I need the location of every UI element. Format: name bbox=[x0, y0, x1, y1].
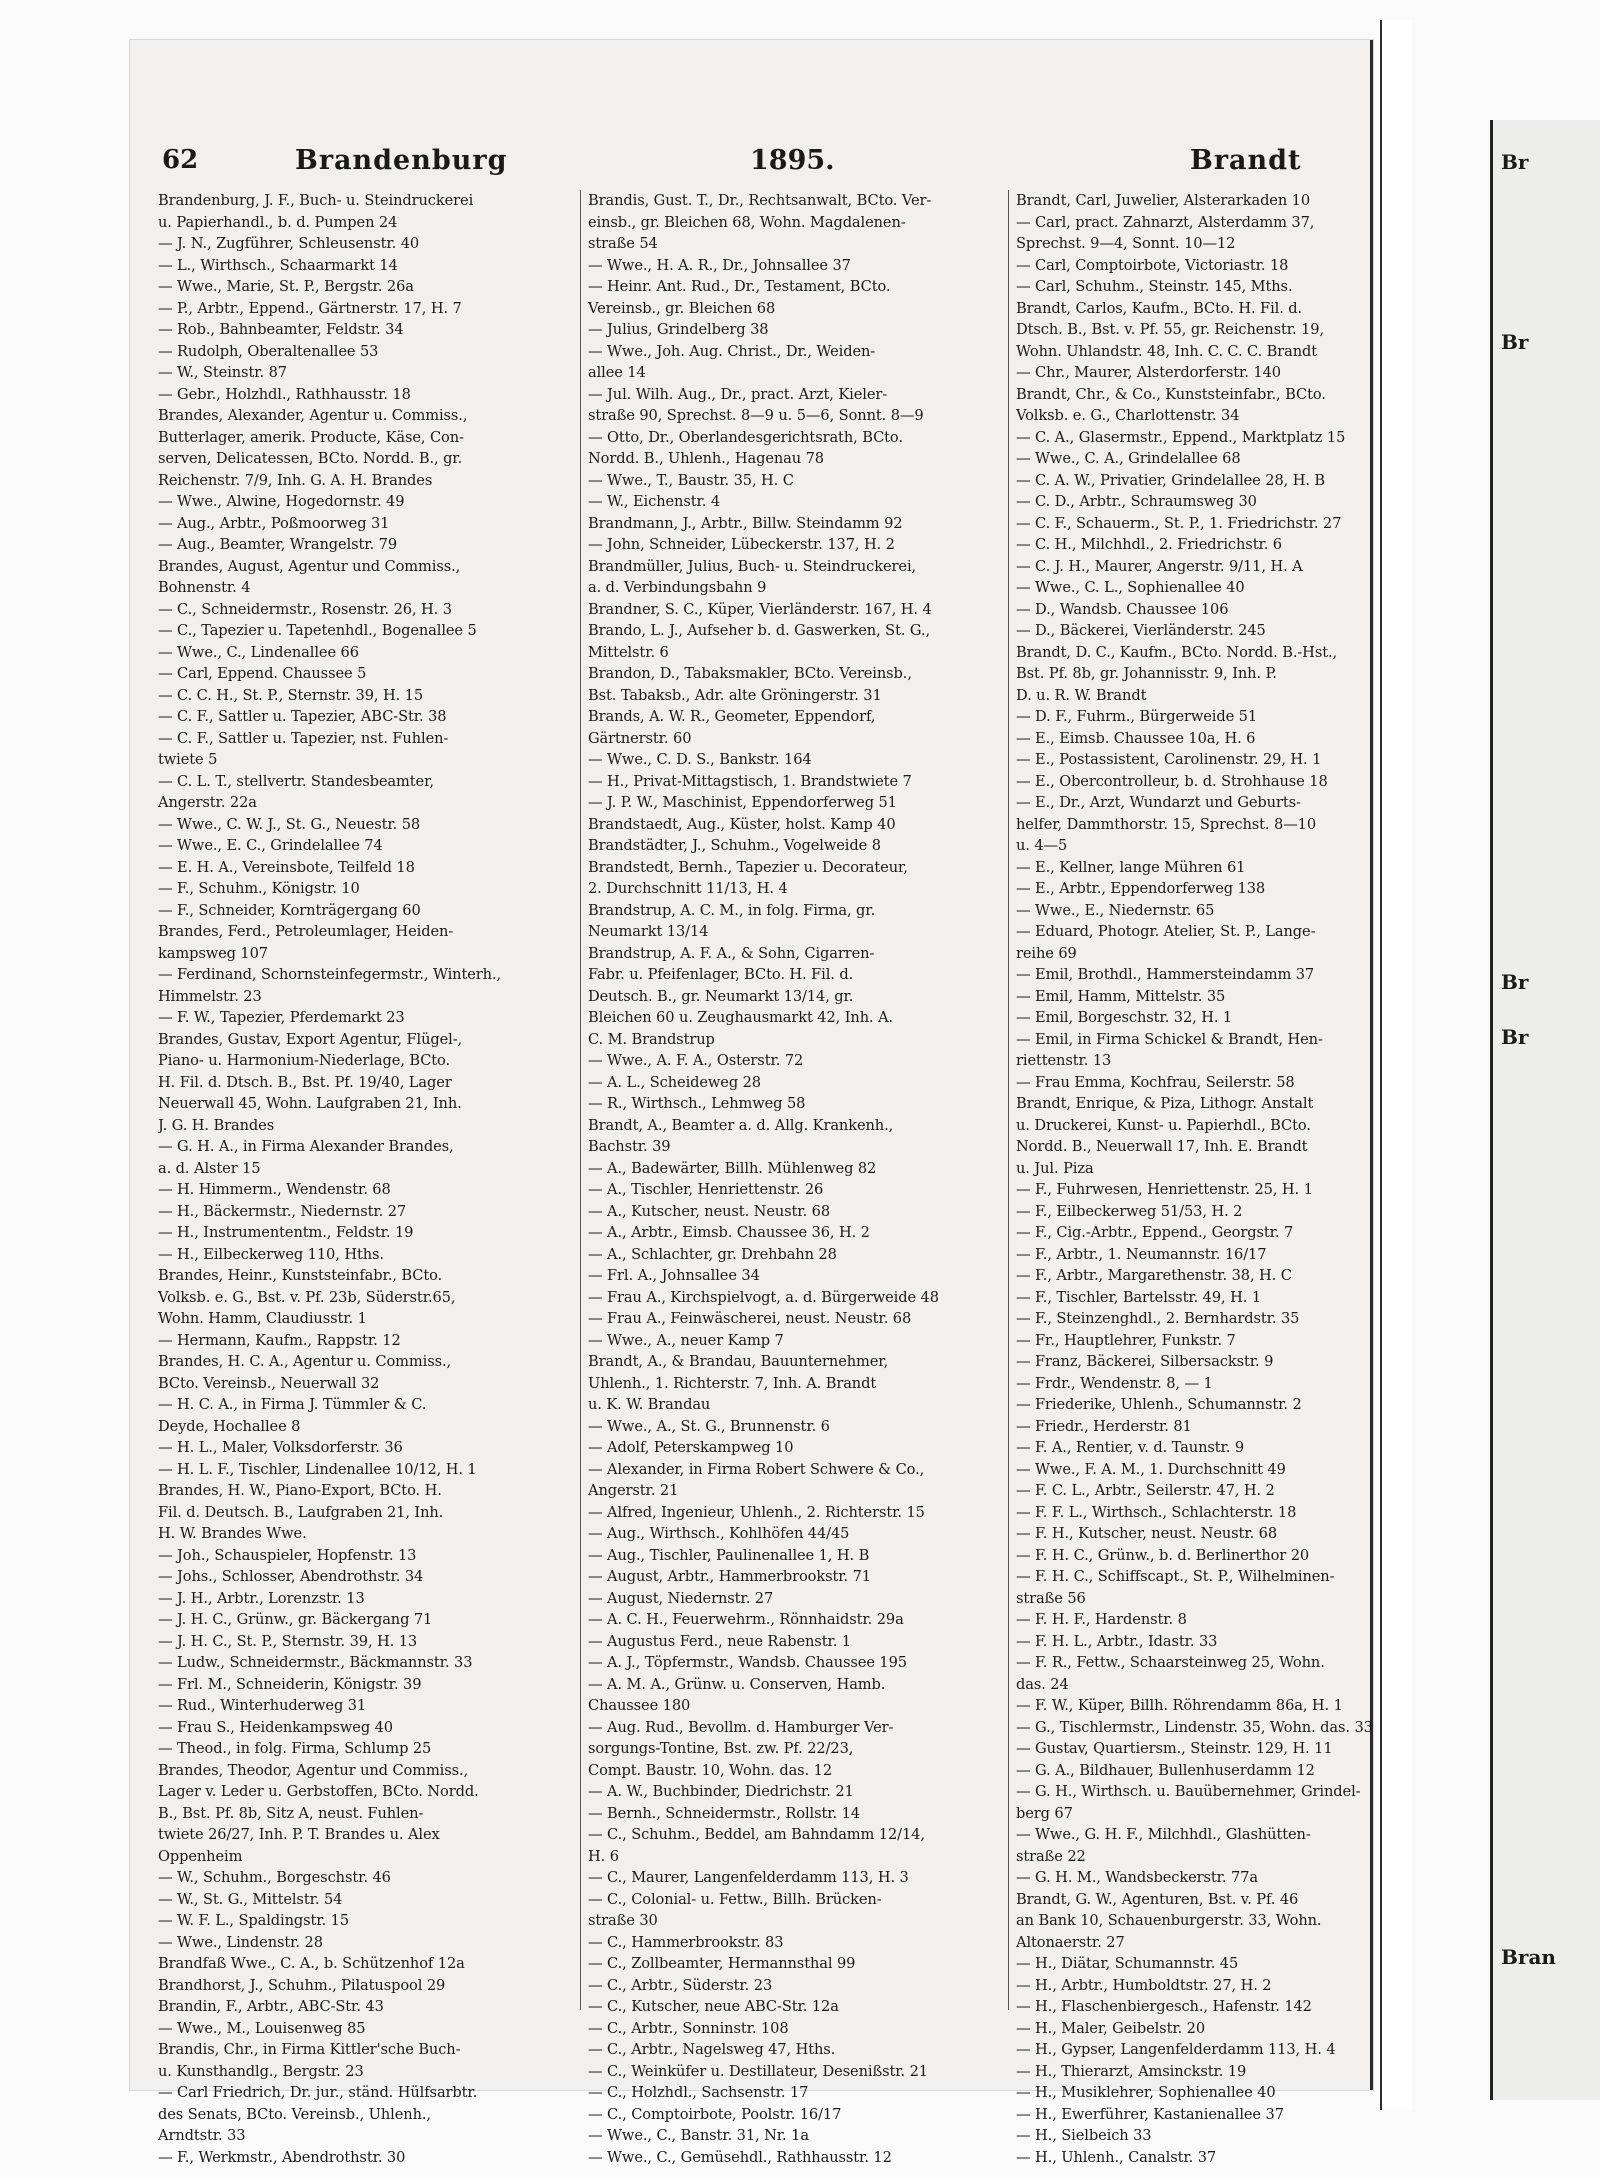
directory-entry-line: Brandhorst, J., Schuhm., Pilatuspool 29 bbox=[158, 1976, 446, 1994]
directory-entry-line: — Wwe., M., Louisenweg 85 bbox=[158, 2019, 366, 2037]
page-number: 62 bbox=[162, 145, 199, 175]
directory-entry-line: — C., Weinküfer u. Destillateur, Desenißstr. 21 bbox=[588, 2062, 928, 2080]
directory-entry-line: berg 67 bbox=[1016, 1804, 1073, 1822]
directory-entry-line: Brandes, Gustav, Export Agentur, Flügel-, bbox=[158, 1030, 463, 1048]
directory-entry-line: — Gebr., Holzhdl., Rathhausstr. 18 bbox=[158, 385, 411, 403]
directory-entry-line: u. K. W. Brandau bbox=[588, 1396, 711, 1413]
directory-entry-line: — E., Postassistent, Carolinenstr. 29, H. 1 bbox=[1016, 751, 1322, 768]
directory-entry-line: — Frau Emma, Kochfrau, Seilerstr. 58 bbox=[1016, 1073, 1295, 1091]
directory-entry-line: Reichenstr. 7/9, Inh. G. A. H. Brandes bbox=[158, 471, 433, 489]
directory-entry-line: — Carl Friedrich, Dr. jur., ständ. Hülfsarbtr. bbox=[158, 2084, 478, 2101]
directory-entry-line: — A. L., Scheideweg 28 bbox=[588, 1073, 761, 1091]
directory-entry-line: — Frau A., Kirchspielvogt, a. d. Bürgerweide 48 bbox=[588, 1288, 939, 1306]
directory-entry-line: — Johs., Schlosser, Abendrothstr. 34 bbox=[158, 1568, 424, 1585]
directory-entry-line: — Aug. Rud., Bevollm. d. Hamburger Ver- bbox=[588, 1718, 894, 1736]
directory-entry-line: u. Jul. Piza bbox=[1016, 1159, 1094, 1177]
directory-entry-line: straße 22 bbox=[1016, 1847, 1086, 1865]
directory-entry-line: Brands, A. W. R., Geometer, Eppendorf, bbox=[588, 708, 876, 725]
directory-entry-line: — D., Wandsb. Chaussee 106 bbox=[1016, 600, 1229, 618]
directory-entry-line: — F. H. C., Grünw., b. d. Berlinerthor 20 bbox=[1016, 1546, 1310, 1564]
directory-entry-line: — Bernh., Schneidermstr., Rollstr. 14 bbox=[588, 1804, 860, 1822]
directory-entry-line: — Wwe., E., Niedernstr. 65 bbox=[1016, 901, 1215, 919]
directory-entry-line: a. d. Verbindungsbahn 9 bbox=[588, 579, 767, 596]
directory-entry-line: — C., Schneidermstr., Rosenstr. 26, H. 3 bbox=[158, 600, 452, 618]
directory-entry-line: — C., Kutscher, neue ABC-Str. 12a bbox=[588, 1998, 839, 2015]
directory-entry-line: 2. Durchschnitt 11/13, H. 4 bbox=[588, 880, 788, 897]
directory-entry-line: — H., Maler, Geibelstr. 20 bbox=[1016, 2019, 1206, 2037]
directory-entry-line: — J. H., Arbtr., Lorenzstr. 13 bbox=[158, 1589, 365, 1607]
directory-entry-line: Brandmann, J., Arbtr., Billw. Steindamm 92 bbox=[588, 514, 903, 532]
directory-entry-line: — H. Himmerm., Wendenstr. 68 bbox=[158, 1181, 391, 1198]
directory-entry-line: a. d. Alster 15 bbox=[158, 1159, 261, 1177]
directory-entry-line: — Emil, Brothdl., Hammersteindamm 37 bbox=[1016, 966, 1315, 983]
directory-entry-line: — H., Flaschenbiergesch., Hafenstr. 142 bbox=[1016, 1998, 1312, 2015]
directory-entry-line: — Rud., Winterhuderweg 31 bbox=[158, 1697, 367, 1714]
directory-entry-line: — Wwe., A., St. G., Brunnenstr. 6 bbox=[588, 1417, 830, 1435]
directory-entry-line: Neuerwall 45, Wohn. Laufgraben 21, Inh. bbox=[158, 1095, 462, 1112]
directory-entry-line: Compt. Baustr. 10, Wohn. das. 12 bbox=[588, 1761, 833, 1779]
directory-entry-line: — H. L. F., Tischler, Lindenallee 10/12, H. 1 bbox=[158, 1460, 477, 1478]
directory-entry-line: Bst. Pf. 8b, gr. Johannisstr. 9, Inh. P. bbox=[1016, 665, 1277, 682]
directory-entry-line: — Emil, Borgeschstr. 32, H. 1 bbox=[1016, 1009, 1233, 1026]
directory-entry-line: — Wwe., C. L., Sophienallee 40 bbox=[1016, 579, 1245, 596]
directory-entry-line: — C., Colonial- u. Fettw., Billh. Brücken- bbox=[588, 1890, 882, 1908]
directory-entry-line: einsb., gr. Bleichen 68, Wohn. Magdalenen- bbox=[588, 213, 906, 231]
directory-column-2 bbox=[588, 190, 993, 2168]
directory-entry-line: Volksb. e. G., Charlottenstr. 34 bbox=[1016, 407, 1240, 424]
directory-entry-line: — Hermann, Kaufm., Rappstr. 12 bbox=[158, 1331, 401, 1349]
directory-entry-line: Sprechst. 9—4, Sonnt. 10—12 bbox=[1016, 235, 1236, 252]
directory-entry-line: — E., Obercontrolleur, b. d. Strohhause 18 bbox=[1016, 772, 1328, 790]
directory-entry-line: H. W. Brandes Wwe. bbox=[158, 1525, 307, 1542]
directory-entry-line: — F. H. C., Schiffscapt., St. P., Wilhelminen- bbox=[1016, 1568, 1335, 1585]
directory-entry-line: — Rob., Bahnbeamter, Feldstr. 34 bbox=[158, 321, 404, 338]
directory-entry-line: — Aug., Arbtr., Poßmoorweg 31 bbox=[158, 514, 390, 532]
directory-entry-line: kampsweg 107 bbox=[158, 944, 268, 962]
directory-entry-line: — C., Comptoirbote, Poolstr. 16/17 bbox=[588, 2105, 842, 2123]
directory-column-1 bbox=[158, 190, 563, 2168]
directory-entry-line: — Ludw., Schneidermstr., Bäckmannstr. 33 bbox=[158, 1654, 473, 1671]
directory-entry-line: Brandis, Gust. T., Dr., Rechtsanwalt, BCto. Ver- bbox=[588, 192, 932, 209]
directory-entry-line: — F. W., Tapezier, Pferdemarkt 23 bbox=[158, 1009, 405, 1026]
directory-entry-line: — C. J. H., Maurer, Angerstr. 9/11, H. A bbox=[1016, 557, 1303, 575]
directory-entry-line: — August, Arbtr., Hammerbrookstr. 71 bbox=[588, 1568, 871, 1585]
directory-entry-line: Deyde, Hochallee 8 bbox=[158, 1417, 301, 1435]
directory-entry-line: — Adolf, Peterskampweg 10 bbox=[588, 1439, 794, 1456]
directory-entry-line: Brandfaß Wwe., C. A., b. Schützenhof 12a bbox=[158, 1955, 465, 1972]
directory-entry-line: — Wwe., A., neuer Kamp 7 bbox=[588, 1331, 784, 1349]
directory-entry-line: Piano- u. Harmonium-Niederlage, BCto. bbox=[158, 1052, 451, 1069]
directory-entry-line: — H., Uhlenh., Canalstr. 37 bbox=[1016, 2148, 1217, 2166]
page-header bbox=[150, 145, 1360, 185]
directory-entry-line: — Jul. Wilh. Aug., Dr., pract. Arzt, Kieler- bbox=[588, 385, 888, 403]
directory-entry-line: Brandner, S. C., Küper, Vierländerstr. 167, H. 4 bbox=[588, 600, 932, 618]
directory-entry-line: — E., Kellner, lange Mühren 61 bbox=[1016, 858, 1246, 876]
directory-entry-line: — E., Eimsb. Chaussee 10a, H. 6 bbox=[1016, 729, 1256, 747]
directory-entry-line: helfer, Dammthorstr. 15, Sprechst. 8—10 bbox=[1016, 815, 1317, 833]
directory-entry-line: — Wwe., Alwine, Hogedornstr. 49 bbox=[158, 493, 405, 510]
directory-entry-line: das. 24 bbox=[1016, 1675, 1069, 1693]
directory-entry-line: — F., Fuhrwesen, Henriettenstr. 25, H. 1 bbox=[1016, 1181, 1313, 1198]
directory-entry-line: Brandes, Alexander, Agentur u. Commiss., bbox=[158, 407, 468, 424]
directory-entry-line: — J. H. C., Grünw., gr. Bäckergang 71 bbox=[158, 1611, 433, 1628]
directory-entry-line: — Frl. M., Schneiderin, Königstr. 39 bbox=[158, 1675, 422, 1693]
directory-entry-line: — F. R., Fettw., Schaarsteinweg 25, Wohn. bbox=[1016, 1654, 1325, 1671]
directory-entry-line: — F., Schneider, Kornträgergang 60 bbox=[158, 901, 421, 919]
directory-entry-line: — G. H. A., in Firma Alexander Brandes, bbox=[158, 1138, 454, 1155]
directory-entry-line: — Wwe., G. H. F., Milchhdl., Glashütten- bbox=[1016, 1826, 1311, 1843]
directory-entry-line: — F., Arbtr., 1. Neumannstr. 16/17 bbox=[1016, 1245, 1267, 1263]
column-divider bbox=[1008, 190, 1009, 2010]
directory-entry-line: — Julius, Grindelberg 38 bbox=[588, 321, 769, 338]
directory-entry-line: — H., Diätar, Schumannstr. 45 bbox=[1016, 1955, 1239, 1972]
running-head-right: Brandt bbox=[1190, 145, 1302, 176]
directory-entry-line: — F., Eilbeckerweg 51/53, H. 2 bbox=[1016, 1202, 1243, 1220]
directory-entry-line: Altonaerstr. 27 bbox=[1016, 1933, 1125, 1951]
next-page-fragment: Br bbox=[1501, 150, 1529, 174]
directory-entry-line: straße 54 bbox=[588, 235, 658, 252]
directory-entry-line: Brandin, F., Arbtr., ABC-Str. 43 bbox=[158, 1998, 384, 2015]
directory-entry-line: — A. M. A., Grünw. u. Conserven, Hamb. bbox=[588, 1675, 886, 1693]
directory-entry-line: — F. W., Küper, Billh. Röhrendamm 86a, H. 1 bbox=[1016, 1697, 1343, 1714]
next-page-fragment: Br bbox=[1501, 970, 1529, 994]
directory-entry-line: — H., Instrumententm., Feldstr. 19 bbox=[158, 1224, 414, 1241]
next-page-fragment: Br bbox=[1501, 330, 1529, 354]
directory-entry-line: — A., Arbtr., Eimsb. Chaussee 36, H. 2 bbox=[588, 1224, 870, 1241]
directory-entry-line: — Friederike, Uhlenh., Schumannstr. 2 bbox=[1016, 1396, 1302, 1413]
directory-entry-line: Brandon, D., Tabaksmakler, BCto. Vereinsb., bbox=[588, 665, 912, 682]
directory-entry-line: — Wwe., C., Gemüsehdl., Rathhausstr. 12 bbox=[588, 2148, 892, 2166]
running-head-left: Brandenburg bbox=[295, 145, 508, 176]
directory-entry-line: — F. F. L., Wirthsch., Schlachterstr. 18 bbox=[1016, 1503, 1297, 1521]
directory-entry-line: — Aug., Wirthsch., Kohlhöfen 44/45 bbox=[588, 1525, 850, 1542]
directory-entry-line: — H., Ewerführer, Kastanienallee 37 bbox=[1016, 2105, 1284, 2123]
directory-entry-line: — F., Cig.-Arbtr., Eppend., Georgstr. 7 bbox=[1016, 1224, 1294, 1241]
directory-entry-line: — Carl, Comptoirbote, Victoriastr. 18 bbox=[1016, 256, 1289, 274]
directory-entry-line: u. Papierhandl., b. d. Pumpen 24 bbox=[158, 213, 398, 231]
directory-entry-line: — Friedr., Herderstr. 81 bbox=[1016, 1417, 1192, 1435]
directory-entry-line: — A. W., Buchbinder, Diedrichstr. 21 bbox=[588, 1783, 854, 1800]
directory-entry-line: Brandt, Carl, Juwelier, Alsterarkaden 10 bbox=[1016, 192, 1311, 209]
directory-entry-line: Brandes, Theodor, Agentur und Commiss., bbox=[158, 1761, 469, 1779]
directory-entry-line: Mittelstr. 6 bbox=[588, 643, 669, 661]
directory-entry-line: — R., Wirthsch., Lehmweg 58 bbox=[588, 1095, 806, 1112]
directory-entry-line: — Alfred, Ingenieur, Uhlenh., 2. Richterstr. 15 bbox=[588, 1503, 925, 1521]
directory-entry-line: — Joh., Schauspieler, Hopfenstr. 13 bbox=[158, 1546, 417, 1564]
directory-column-3 bbox=[1016, 190, 1411, 2168]
directory-entry-line: — Fr., Hauptlehrer, Funkstr. 7 bbox=[1016, 1331, 1236, 1349]
directory-entry-line: — G., Tischlermstr., Lindenstr. 35, Wohn. das. 33 bbox=[1016, 1718, 1373, 1736]
directory-entry-line: — Ferdinand, Schornsteinfegermstr., Winterh., bbox=[158, 966, 502, 983]
directory-entry-line: des Senats, BCto. Vereinsb., Uhlenh., bbox=[158, 2105, 431, 2123]
directory-entry-line: — Wwe., T., Baustr. 35, H. C bbox=[588, 471, 794, 489]
directory-entry-line: Brandt, Chr., & Co., Kunststeinfabr., BCto. bbox=[1016, 385, 1326, 403]
directory-entry-line: Dtsch. B., Bst. v. Pf. 55, gr. Reichenstr. 19, bbox=[1016, 321, 1325, 338]
directory-entry-line: — J. H. C., St. P., Sternstr. 39, H. 13 bbox=[158, 1632, 418, 1650]
directory-entry-line: an Bank 10, Schauenburgerstr. 33, Wohn. bbox=[1016, 1912, 1322, 1929]
directory-entry-line: — Carl, Eppend. Chaussee 5 bbox=[158, 665, 367, 682]
directory-entry-line: — L., Wirthsch., Schaarmarkt 14 bbox=[158, 256, 398, 274]
directory-entry-line: u. Druckerei, Kunst- u. Papierhdl., BCto. bbox=[1016, 1116, 1311, 1134]
directory-entry-line: — A., Badewärter, Billh. Mühlenweg 82 bbox=[588, 1159, 877, 1177]
directory-entry-line: — F., Steinzenghdl., 2. Bernhardstr. 35 bbox=[1016, 1310, 1300, 1327]
directory-entry-line: — Theod., in folg. Firma, Schlump 25 bbox=[158, 1740, 432, 1757]
directory-entry-line: Lager v. Leder u. Gerbstoffen, BCto. Nordd. bbox=[158, 1783, 479, 1800]
directory-entry-line: Brandes, August, Agentur und Commiss., bbox=[158, 557, 461, 575]
directory-entry-line: BCto. Vereinsb., Neuerwall 32 bbox=[158, 1374, 380, 1392]
directory-entry-line: D. u. R. W. Brandt bbox=[1016, 686, 1147, 704]
directory-entry-line: — F., Schuhm., Königstr. 10 bbox=[158, 880, 360, 897]
directory-entry-line: straße 90, Sprechst. 8—9 u. 5—6, Sonnt. 8—9 bbox=[588, 407, 924, 424]
next-page-edge bbox=[1490, 120, 1600, 2100]
directory-entry-line: Brandstrup, A. C. M., in folg. Firma, gr. bbox=[588, 901, 876, 919]
directory-entry-line: Volksb. e. G., Bst. v. Pf. 23b, Süderstr.65, bbox=[158, 1288, 456, 1306]
directory-entry-line: Fil. d. Deutsch. B., Laufgraben 21, Inh. bbox=[158, 1503, 444, 1521]
directory-entry-line: — C. D., Arbtr., Schraumsweg 30 bbox=[1016, 493, 1257, 510]
directory-entry-line: — C. A., Glasermstr., Eppend., Marktplatz 15 bbox=[1016, 428, 1346, 446]
directory-entry-line: — Wwe., Joh. Aug. Christ., Dr., Weiden- bbox=[588, 342, 876, 360]
directory-entry-line: — E., Arbtr., Eppendorferweg 138 bbox=[1016, 880, 1266, 897]
directory-entry-line: — Frau A., Feinwäscherei, neust. Neustr. 68 bbox=[588, 1310, 912, 1327]
directory-entry-line: — Augustus Ferd., neue Rabenstr. 1 bbox=[588, 1632, 851, 1650]
directory-entry-line: — C. H., Milchhdl., 2. Friedrichstr. 6 bbox=[1016, 536, 1282, 553]
directory-entry-line: Brandstädter, J., Schuhm., Vogelweide 8 bbox=[588, 837, 881, 854]
directory-entry-line: reihe 69 bbox=[1016, 944, 1077, 962]
directory-entry-line: Brandenburg, J. F., Buch- u. Steindruckerei bbox=[158, 192, 474, 209]
directory-entry-line: — H., Eilbeckerweg 110, Hths. bbox=[158, 1245, 384, 1263]
directory-entry-line: Nordd. B., Uhlenh., Hagenau 78 bbox=[588, 450, 824, 467]
directory-entry-line: Gärtnerstr. 60 bbox=[588, 729, 692, 747]
directory-entry-line: — Aug., Tischler, Paulinenallee 1, H. B bbox=[588, 1546, 870, 1564]
directory-entry-line: — Wwe., C. W. J., St. G., Neuestr. 58 bbox=[158, 815, 421, 833]
directory-entry-line: serven, Delicatessen, BCto. Nordd. B., gr. bbox=[158, 450, 463, 467]
directory-entry-line: — Wwe., C. A., Grindelallee 68 bbox=[1016, 450, 1241, 467]
directory-entry-line: — Chr., Maurer, Alsterdorferstr. 140 bbox=[1016, 364, 1281, 381]
directory-entry-line: H. Fil. d. Dtsch. B., Bst. Pf. 19/40, Lager bbox=[158, 1073, 452, 1091]
directory-entry-line: — A., Tischler, Henriettenstr. 26 bbox=[588, 1181, 824, 1198]
directory-entry-line: Bst. Tabaksb., Adr. alte Gröningerstr. 31 bbox=[588, 686, 882, 704]
directory-entry-line: allee 14 bbox=[588, 364, 646, 381]
directory-entry-line: — C. F., Sattler u. Tapezier, nst. Fuhlen- bbox=[158, 729, 449, 747]
directory-entry-line: Brandis, Chr., in Firma Kittler'sche Buch- bbox=[158, 2041, 461, 2058]
directory-entry-line: — P., Arbtr., Eppend., Gärtnerstr. 17, H. 7 bbox=[158, 299, 462, 317]
directory-entry-line: — D., Bäckerei, Vierländerstr. 245 bbox=[1016, 622, 1266, 639]
directory-entry-line: — Wwe., Marie, St. P., Bergstr. 26a bbox=[158, 278, 414, 295]
directory-entry-line: Deutsch. B., gr. Neumarkt 13/14, gr. bbox=[588, 987, 854, 1005]
directory-entry-line: — Carl, Schuhm., Steinstr. 145, Mths. bbox=[1016, 278, 1293, 295]
directory-entry-line: C. M. Brandstrup bbox=[588, 1030, 715, 1048]
directory-entry-line: Brandes, Ferd., Petroleumlager, Heiden- bbox=[158, 923, 454, 940]
directory-entry-line: Oppenheim bbox=[158, 1847, 243, 1865]
directory-entry-line: straße 56 bbox=[1016, 1589, 1086, 1607]
directory-entry-line: u. Kunsthandlg., Bergstr. 23 bbox=[158, 2062, 364, 2080]
directory-entry-line: Butterlager, amerik. Producte, Käse, Con- bbox=[158, 428, 464, 446]
directory-entry-line: — F., Tischler, Bartelsstr. 49, H. 1 bbox=[1016, 1288, 1262, 1306]
directory-entry-line: — Wwe., C. D. S., Bankstr. 164 bbox=[588, 751, 812, 768]
directory-entry-line: — A. C. H., Feuerwehrm., Rönnhaidstr. 29a bbox=[588, 1611, 904, 1628]
directory-entry-line: — C. A. W., Privatier, Grindelallee 28, H. B bbox=[1016, 471, 1326, 489]
directory-entry-line: — F. A., Rentier, v. d. Taunstr. 9 bbox=[1016, 1439, 1245, 1456]
directory-entry-line: — C., Arbtr., Nagelsweg 47, Hths. bbox=[588, 2041, 836, 2058]
directory-entry-line: Wohn. Hamm, Claudiusstr. 1 bbox=[158, 1310, 367, 1327]
directory-entry-line: — W., Schuhm., Borgeschstr. 46 bbox=[158, 1869, 391, 1886]
directory-entry-line: — H., Sielbeich 33 bbox=[1016, 2127, 1152, 2144]
directory-entry-line: — A. J., Töpfermstr., Wandsb. Chaussee 195 bbox=[588, 1654, 907, 1671]
directory-entry-line: J. G. H. Brandes bbox=[158, 1116, 275, 1134]
directory-entry-line: — F., Arbtr., Margarethenstr. 38, H. C bbox=[1016, 1267, 1292, 1284]
directory-entry-line: — John, Schneider, Lübeckerstr. 137, H. 2 bbox=[588, 536, 895, 553]
directory-entry-line: Vereinsb., gr. Bleichen 68 bbox=[588, 299, 776, 317]
directory-entry-line: — H., Bäckermstr., Niedernstr. 27 bbox=[158, 1202, 407, 1220]
directory-entry-line: — W., Steinstr. 87 bbox=[158, 364, 287, 381]
directory-entry-line: — C., Schuhm., Beddel, am Bahndamm 12/14, bbox=[588, 1826, 925, 1843]
directory-entry-line: Brandt, Enrique, & Piza, Lithogr. Anstalt bbox=[1016, 1095, 1314, 1112]
directory-entry-line: riettenstr. 13 bbox=[1016, 1052, 1112, 1069]
directory-entry-line: — C., Zollbeamter, Hermannsthal 99 bbox=[588, 1955, 856, 1972]
directory-entry-line: Brandt, Carlos, Kaufm., BCto. H. Fil. d. bbox=[1016, 299, 1303, 317]
directory-entry-line: — Wwe., C., Banstr. 31, Nr. 1a bbox=[588, 2127, 809, 2144]
directory-entry-line: Arndtstr. 33 bbox=[158, 2127, 246, 2144]
directory-entry-line: Nordd. B., Neuerwall 17, Inh. E. Brandt bbox=[1016, 1138, 1308, 1155]
directory-entry-line: — A., Schlachter, gr. Drehbahn 28 bbox=[588, 1245, 837, 1263]
directory-entry-line: — Gustav, Quartiersm., Steinstr. 129, H. 11 bbox=[1016, 1740, 1333, 1757]
directory-entry-line: — A., Kutscher, neust. Neustr. 68 bbox=[588, 1202, 831, 1220]
directory-entry-line: Brandes, Heinr., Kunststeinfabr., BCto. bbox=[158, 1267, 443, 1284]
directory-entry-line: — Eduard, Photogr. Atelier, St. P., Lange- bbox=[1016, 923, 1316, 940]
directory-entry-line: — F. C. L., Arbtr., Seilerstr. 47, H. 2 bbox=[1016, 1482, 1275, 1499]
directory-entry-line: — E., Dr., Arzt, Wundarzt und Geburts- bbox=[1016, 794, 1301, 811]
directory-entry-line: — F. H., Kutscher, neust. Neustr. 68 bbox=[1016, 1525, 1278, 1542]
directory-entry-line: — W., Eichenstr. 4 bbox=[588, 493, 721, 510]
directory-entry-line: — Wwe., C., Lindenallee 66 bbox=[158, 643, 359, 661]
next-page-fragment: Br bbox=[1501, 1025, 1529, 1049]
directory-entry-line: H. 6 bbox=[588, 1847, 619, 1865]
directory-entry-line: — H., Musiklehrer, Sophienallee 40 bbox=[1016, 2084, 1276, 2101]
directory-entry-line: u. 4—5 bbox=[1016, 837, 1068, 854]
directory-entry-line: — C., Tapezier u. Tapetenhdl., Bogenallee 5 bbox=[158, 622, 477, 639]
directory-entry-line: — Wwe., H. A. R., Dr., Johnsallee 37 bbox=[588, 256, 851, 274]
directory-entry-line: Brandstaedt, Aug., Küster, holst. Kamp 40 bbox=[588, 815, 896, 833]
directory-entry-line: Bachstr. 39 bbox=[588, 1138, 671, 1155]
directory-entry-line: Brandt, D. C., Kaufm., BCto. Nordd. B.-Hst., bbox=[1016, 643, 1338, 661]
directory-entry-line: — C. C. H., St. P., Sternstr. 39, H. 15 bbox=[158, 686, 424, 704]
directory-entry-line: — Wwe., F. A. M., 1. Durchschnitt 49 bbox=[1016, 1460, 1286, 1478]
directory-entry-line: — Wwe., A. F. A., Osterstr. 72 bbox=[588, 1052, 804, 1069]
directory-entry-line: Angerstr. 21 bbox=[588, 1482, 679, 1499]
directory-entry-line: — H., Thierarzt, Amsinckstr. 19 bbox=[1016, 2062, 1247, 2080]
directory-entry-line: Brandstedt, Bernh., Tapezier u. Decorateur, bbox=[588, 858, 908, 876]
directory-entry-line: Chaussee 180 bbox=[588, 1697, 691, 1714]
directory-entry-line: — G. H. M., Wandsbeckerstr. 77a bbox=[1016, 1869, 1258, 1886]
directory-entry-line: — G. H., Wirthsch. u. Bauübernehmer, Grindel- bbox=[1016, 1783, 1361, 1800]
directory-entry-line: — C. F., Schauerm., St. P., 1. Friedrichstr. 27 bbox=[1016, 514, 1342, 532]
directory-entry-line: straße 30 bbox=[588, 1912, 658, 1929]
directory-entry-line: — Wwe., Lindenstr. 28 bbox=[158, 1933, 323, 1951]
directory-entry-line: — Alexander, in Firma Robert Schwere & Co., bbox=[588, 1460, 925, 1478]
directory-entry-line: Bohnenstr. 4 bbox=[158, 579, 251, 596]
directory-entry-line: — Heinr. Ant. Rud., Dr., Testament, BCto. bbox=[588, 278, 891, 295]
directory-entry-line: — Otto, Dr., Oberlandesgerichtsrath, BCto. bbox=[588, 428, 903, 446]
directory-entry-line: — Emil, Hamm, Mittelstr. 35 bbox=[1016, 987, 1226, 1005]
directory-entry-line: — Carl, pract. Zahnarzt, Alsterdamm 37, bbox=[1016, 213, 1315, 231]
directory-entry-line: — Frl. A., Johnsallee 34 bbox=[588, 1267, 760, 1284]
directory-entry-line: Bleichen 60 u. Zeughausmarkt 42, Inh. A. bbox=[588, 1009, 894, 1026]
directory-entry-line: — Franz, Bäckerei, Silbersackstr. 9 bbox=[1016, 1353, 1274, 1370]
directory-entry-line: Uhlenh., 1. Richterstr. 7, Inh. A. Brandt bbox=[588, 1374, 877, 1392]
directory-entry-line: — H. C. A., in Firma J. Tümmler & C. bbox=[158, 1396, 427, 1413]
directory-entry-line: — C. L. T., stellvertr. Standesbeamter, bbox=[158, 772, 434, 790]
column-divider bbox=[580, 190, 581, 2010]
directory-entry-line: — F. H. L., Arbtr., Idastr. 33 bbox=[1016, 1632, 1218, 1650]
directory-entry-line: — August, Niedernstr. 27 bbox=[588, 1589, 774, 1607]
directory-entry-line: — C., Maurer, Langenfelderdamm 113, H. 3 bbox=[588, 1869, 909, 1886]
directory-entry-line: Angerstr. 22a bbox=[158, 794, 257, 811]
directory-entry-line: Brandstrup, A. F. A., & Sohn, Cigarren- bbox=[588, 944, 875, 962]
directory-entry-line: twiete 26/27, Inh. P. T. Brandes u. Alex bbox=[158, 1826, 440, 1843]
directory-entry-line: Brandes, H. C. A., Agentur u. Commiss., bbox=[158, 1353, 452, 1370]
directory-entry-line: — F., Werkmstr., Abendrothstr. 30 bbox=[158, 2148, 406, 2166]
directory-entry-line: Wohn. Uhlandstr. 48, Inh. C. C. C. Brandt bbox=[1016, 342, 1318, 360]
directory-entry-line: — C., Arbtr., Sonninstr. 108 bbox=[588, 2019, 789, 2037]
directory-entry-line: — H., Privat-Mittagstisch, 1. Brandstwiete 7 bbox=[588, 772, 912, 790]
directory-entry-line: — H. L., Maler, Volksdorferstr. 36 bbox=[158, 1439, 403, 1456]
directory-entry-line: sorgungs-Tontine, Bst. zw. Pf. 22/23, bbox=[588, 1740, 854, 1757]
directory-entry-line: — W., St. G., Mittelstr. 54 bbox=[158, 1890, 343, 1908]
directory-entry-line: — W. F. L., Spaldingstr. 15 bbox=[158, 1912, 350, 1929]
directory-entry-line: — H., Gypser, Langenfelderdamm 113, H. 4 bbox=[1016, 2041, 1336, 2058]
directory-entry-line: Brandt, A., & Brandau, Bauunternehmer, bbox=[588, 1353, 889, 1370]
directory-entry-line: Brandmüller, Julius, Buch- u. Steindruckerei, bbox=[588, 557, 917, 575]
directory-entry-line: — Emil, in Firma Schickel & Brandt, Hen- bbox=[1016, 1030, 1323, 1048]
directory-entry-line: — E. H. A., Vereinsbote, Teilfeld 18 bbox=[158, 858, 415, 876]
page-year: 1895. bbox=[750, 145, 835, 176]
directory-entry-line: — C., Holzhdl., Sachsenstr. 17 bbox=[588, 2084, 809, 2101]
directory-entry-line: — G. A., Bildhauer, Bullenhuserdamm 12 bbox=[1016, 1761, 1315, 1779]
directory-entry-line: Fabr. u. Pfeifenlager, BCto. H. Fil. d. bbox=[588, 966, 854, 983]
directory-entry-line: — J. P. W., Maschinist, Eppendorferweg 51 bbox=[588, 794, 897, 811]
directory-entry-line: Brandes, H. W., Piano-Export, BCto. H. bbox=[158, 1482, 442, 1499]
directory-entry-line: — D. F., Fuhrm., Bürgerweide 51 bbox=[1016, 708, 1258, 725]
directory-entry-line: Brando, L. J., Aufseher b. d. Gaswerken, St. G., bbox=[588, 622, 931, 639]
directory-entry-line: Neumarkt 13/14 bbox=[588, 923, 709, 940]
directory-entry-line: Brandt, G. W., Agenturen, Bst. v. Pf. 46 bbox=[1016, 1890, 1299, 1908]
directory-entry-line: — Rudolph, Oberaltenallee 53 bbox=[158, 342, 379, 360]
directory-entry-line: — Aug., Beamter, Wrangelstr. 79 bbox=[158, 536, 398, 553]
directory-entry-line: — C. F., Sattler u. Tapezier, ABC-Str. 38 bbox=[158, 708, 447, 725]
next-page-fragment: Bran bbox=[1501, 1945, 1556, 1969]
directory-entry-line: — C., Hammerbrookstr. 83 bbox=[588, 1933, 784, 1951]
directory-entry-line: twiete 5 bbox=[158, 751, 218, 768]
directory-entry-line: — Wwe., E. C., Grindelallee 74 bbox=[158, 837, 383, 854]
directory-entry-line: — F. H. F., Hardenstr. 8 bbox=[1016, 1611, 1187, 1628]
directory-entry-line: B., Bst. Pf. 8b, Sitz A, neust. Fuhlen- bbox=[158, 1804, 424, 1822]
directory-entry-line: Himmelstr. 23 bbox=[158, 987, 262, 1005]
directory-entry-line: — J. N., Zugführer, Schleusenstr. 40 bbox=[158, 235, 420, 252]
directory-entry-line: Brandt, A., Beamter a. d. Allg. Krankenh., bbox=[588, 1116, 894, 1134]
directory-entry-line: — Frdr., Wendenstr. 8, — 1 bbox=[1016, 1374, 1213, 1392]
directory-entry-line: — Frau S., Heidenkampsweg 40 bbox=[158, 1718, 393, 1736]
directory-entry-line: — C., Arbtr., Süderstr. 23 bbox=[588, 1976, 773, 1994]
directory-entry-line: — H., Arbtr., Humboldtstr. 27, H. 2 bbox=[1016, 1976, 1272, 1994]
